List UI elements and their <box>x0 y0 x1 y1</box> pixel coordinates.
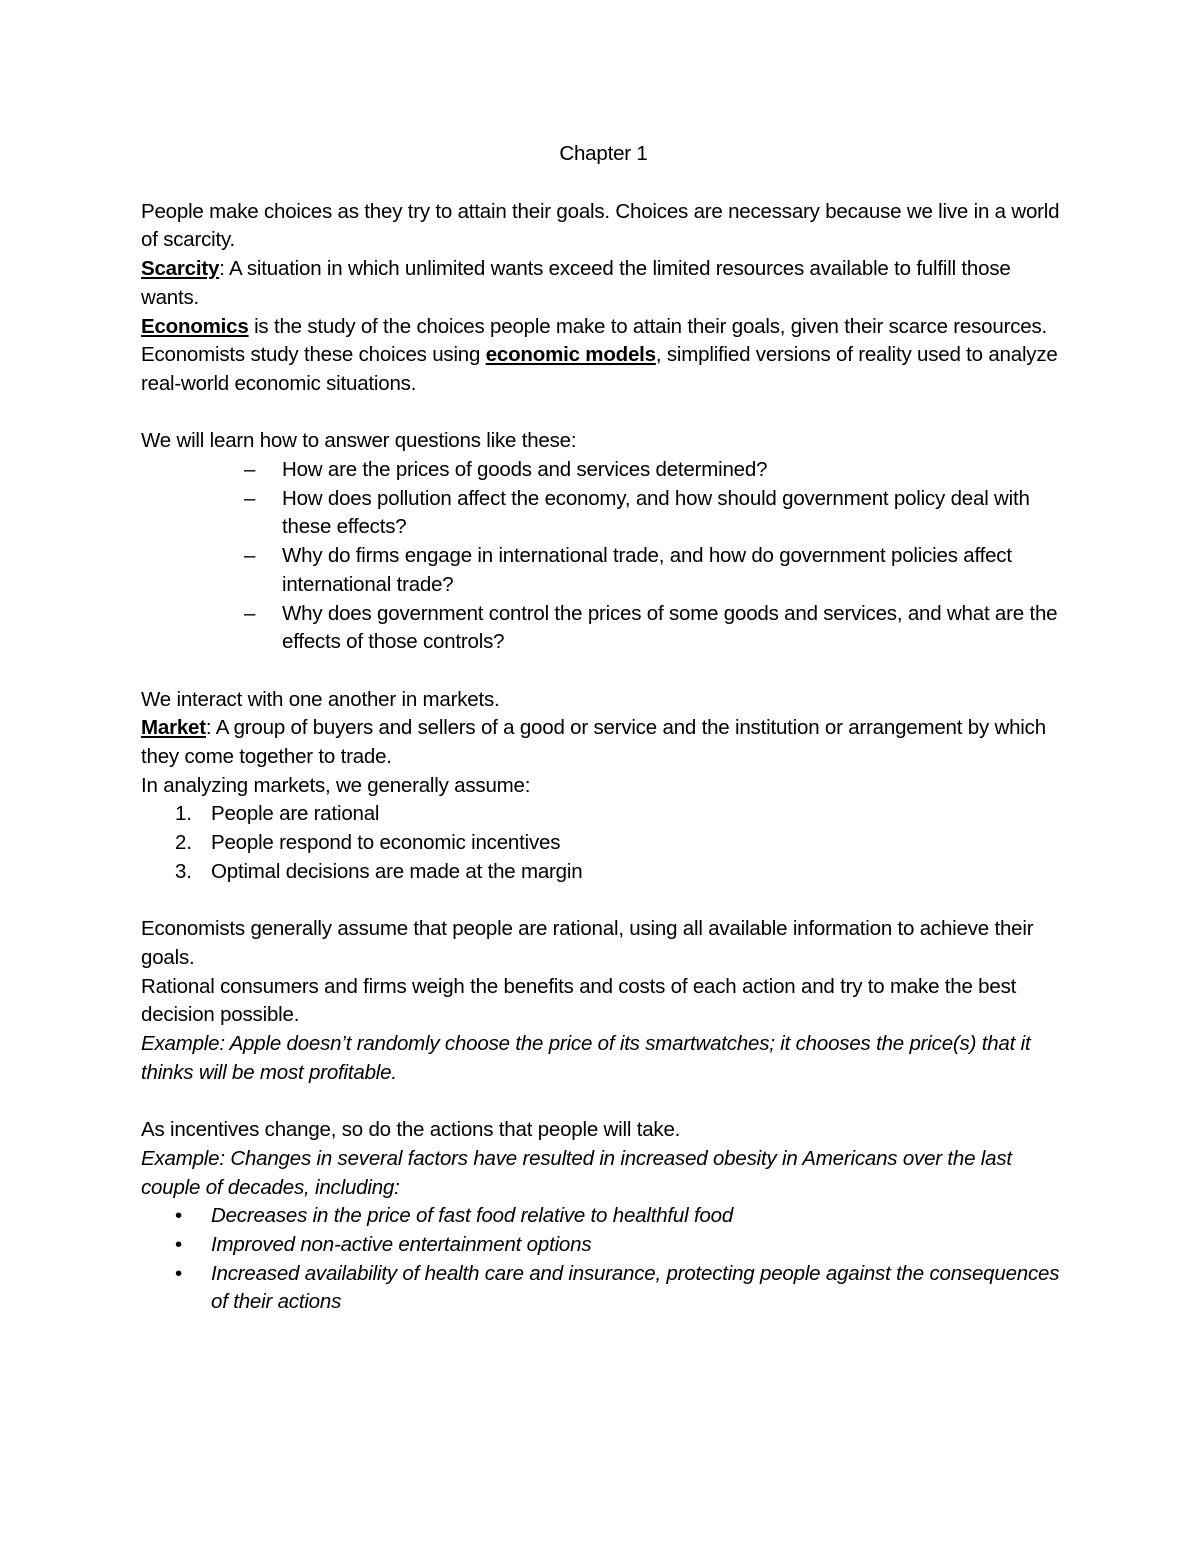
market-term: Market <box>141 716 206 740</box>
dash-marker: – <box>244 601 256 625</box>
obesity-example: Example: Changes in several factors have resulted in increased obesity in Americans over the last couple of decades, including: <box>141 1146 1012 1199</box>
economic-models-paragraph <box>141 341 1066 398</box>
scarcity-term: Scarcity <box>141 257 220 281</box>
factor-text: Decreases in the price of fast food relative to healthful food <box>211 1204 734 1228</box>
economic-models-pre: Economists study these choices using <box>141 343 486 367</box>
document-page <box>141 140 1066 1317</box>
list-item <box>175 1202 1066 1231</box>
economics-term: Economics <box>141 314 249 338</box>
market-definition <box>141 714 1066 771</box>
bullet-marker: • <box>175 1204 182 1228</box>
questions-list <box>141 456 1066 657</box>
assumption-text: People are rational <box>211 802 380 826</box>
markets-intro: We interact with one another in markets. <box>141 687 500 711</box>
scarcity-definition <box>141 255 1066 312</box>
list-item <box>175 858 1066 887</box>
list-item <box>175 1260 1066 1317</box>
number-marker: 1. <box>175 802 192 826</box>
dash-marker: – <box>244 458 256 482</box>
question-text: Why do firms engage in international trade, and how do government policies affect international trade? <box>282 544 1012 596</box>
bullet-marker: • <box>175 1261 182 1285</box>
list-item <box>244 542 1066 599</box>
question-text: How does pollution affect the economy, and how should government policy deal with these effects? <box>282 486 1030 539</box>
factor-text: Increased availability of health care and insurance, protecting people against the consequences of their actions <box>211 1261 1060 1314</box>
spacer <box>141 887 1066 916</box>
economics-definition <box>141 313 1066 342</box>
factors-list <box>141 1202 1066 1317</box>
number-marker: 3. <box>175 859 192 883</box>
spacer <box>141 399 1066 428</box>
incentives-paragraph: As incentives change, so do the actions that people will take. <box>141 1118 681 1142</box>
dash-marker: – <box>244 486 256 510</box>
list-item <box>175 800 1066 829</box>
bullet-marker: • <box>175 1232 182 1256</box>
rational-paragraph-1: Economists generally assume that people are rational, using all available information to achieve their goals. <box>141 917 1034 969</box>
assumption-text: People respond to economic incentives <box>211 831 561 855</box>
spacer <box>141 1087 1066 1116</box>
list-item <box>244 485 1066 542</box>
assumptions-list <box>141 800 1066 886</box>
list-item <box>175 1231 1066 1260</box>
questions-lead: We will learn how to answer questions like these: <box>141 429 577 453</box>
scarcity-definition-text: : A situation in which unlimited wants exceed the limited resources available to fulfill those wants. <box>141 257 1011 309</box>
question-text: How are the prices of goods and services determined? <box>282 458 768 482</box>
assumption-text: Optimal decisions are made at the margin <box>211 859 583 883</box>
question-text: Why does government control the prices of some goods and services, and what are the effects of those controls? <box>282 601 1058 654</box>
economic-models-post: , simplified versions of reality used to analyze real-world economic situations. <box>141 343 1058 395</box>
page-title: Chapter 1 <box>559 142 648 165</box>
economic-models-term: economic models <box>485 343 656 367</box>
list-item <box>244 600 1066 657</box>
spacer <box>141 657 1066 686</box>
assumptions-lead: In analyzing markets, we generally assume: <box>141 773 531 797</box>
dash-marker: – <box>244 544 256 568</box>
apple-example: Example: Apple doesn’t randomly choose the price of its smartwatches; it chooses the price(s) that it thinks will be most profitable. <box>141 1032 1031 1084</box>
economics-definition-text: is the study of the choices people make to attain their goals, given their scarce resources. <box>248 314 1047 338</box>
rational-paragraph-2: Rational consumers and firms weigh the benefits and costs of each action and try to make the best decision possible. <box>141 974 1017 1027</box>
number-marker: 2. <box>175 831 192 855</box>
market-definition-text: : A group of buyers and sellers of a good or service and the institution or arrangement by which they come together to trade. <box>141 716 1046 769</box>
intro-paragraph: People make choices as they try to attain their goals. Choices are necessary because we live in a world of scarcity. <box>141 199 1060 252</box>
list-item <box>244 456 1066 485</box>
list-item <box>175 829 1066 858</box>
factor-text: Improved non-active entertainment options <box>211 1232 592 1256</box>
